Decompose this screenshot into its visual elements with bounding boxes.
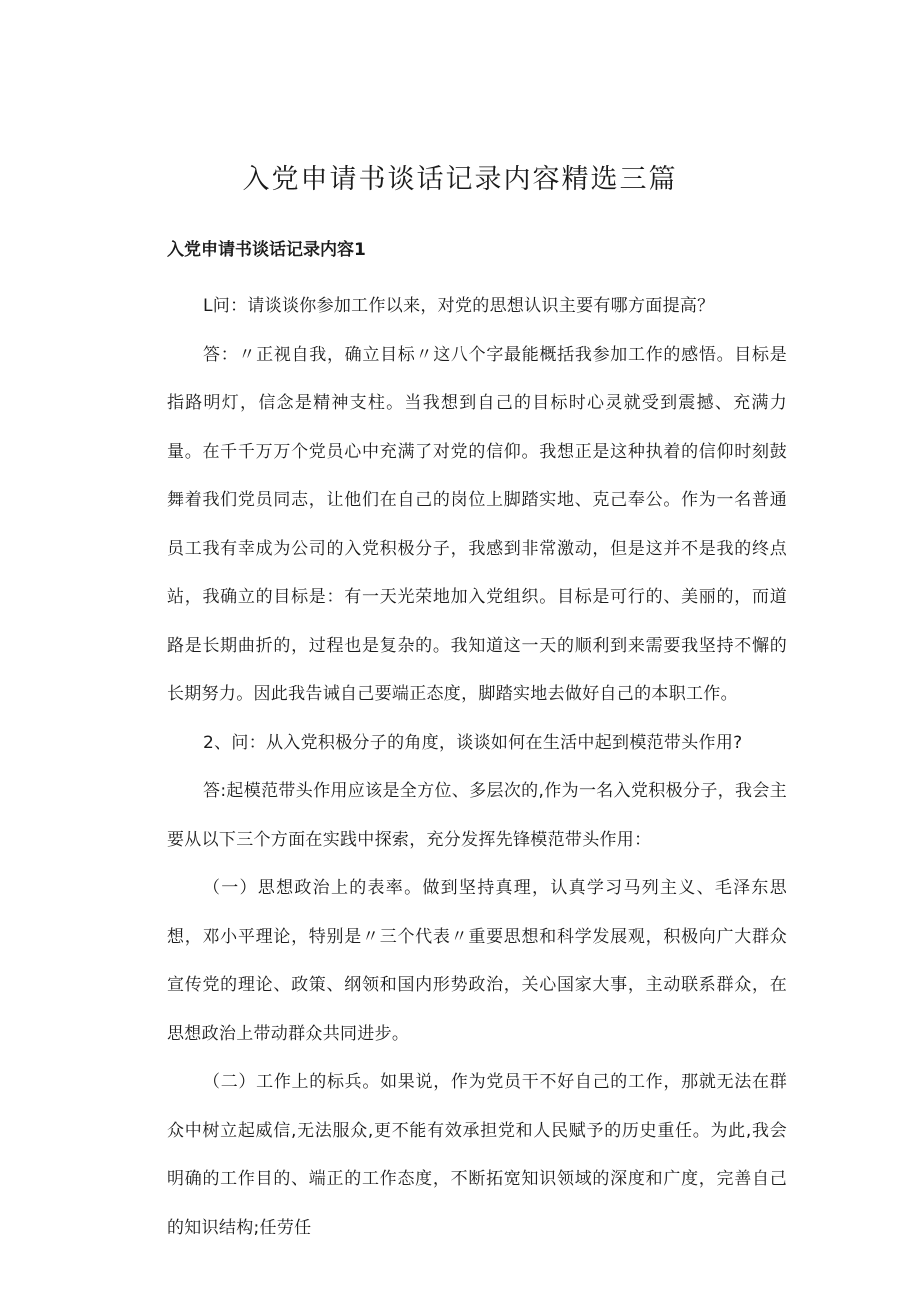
document-title: 入党申请书谈话记录内容精选三篇 xyxy=(242,164,678,195)
document-body xyxy=(167,282,787,1252)
question-2: 2、问：从入党积极分子的角度，谈谈如何在生活中起到模范带头作用? xyxy=(203,732,743,753)
answer-1: 答：〃正视自我，确立目标〃这八个字最能概括我参加工作的感悟。目标是指路明灯，信念是精神支柱。当我想到自己的目标时心灵就受到震撼、充满力量。在千千万万个党员心中充满了对党的信仰。我想正是这种执着的信仰时刻鼓舞着我们党员同志，让他们在自己的岗位上脚踏实地、克己奉公。作为一名普通员工我有幸成为公司的入党积极分子，我感到非常激动，但是这并不是我的终点站，我确立的目标是：有一天光荣地加入党组织。目标是可行的、美丽的，而道路是长期曲折的，过程也是复杂的。我知道这一天的顺利到来需要我坚持不懈的长期努力。因此我告诫自己要端正态度，脚踏实地去做好自己的本职工作。 xyxy=(167,344,787,704)
answer-2-point-2: （二）工作上的标兵。如果说，作为党员干不好自己的工作，那就无法在群众中树立起威信,无法服众,更不能有效承担党和人民赋予的历史重任。为此,我会明确的工作目的、端正的工作态度，不断拓宽知识领域的深度和广度，完善自己的知识结构;任劳任 xyxy=(167,1072,787,1238)
question-1: L问：请谈谈你参加工作以来，对党的思想认识主要有哪方面提高？ xyxy=(203,296,715,316)
section-heading: 入党申请书谈话记录内容1 xyxy=(167,240,366,260)
answer-2: 答:起模范带头作用应该是全方位、多层次的,作为一名入党积极分子，我会主要从以下三个方面在实践中探索，充分发挥先锋模范带头作用： xyxy=(167,781,787,850)
answer-2-point-1: （一）思想政治上的表率。做到坚持真理，认真学习马列主义、毛泽东思想，邓小平理论，特别是〃三个代表〃重要思想和科学发展观，积极向广大群众宣传党的理论、政策、纲领和国内形势政治，关心国家大事，主动联系群众，在思想政治上带动群众共同进步。 xyxy=(167,878,787,1044)
